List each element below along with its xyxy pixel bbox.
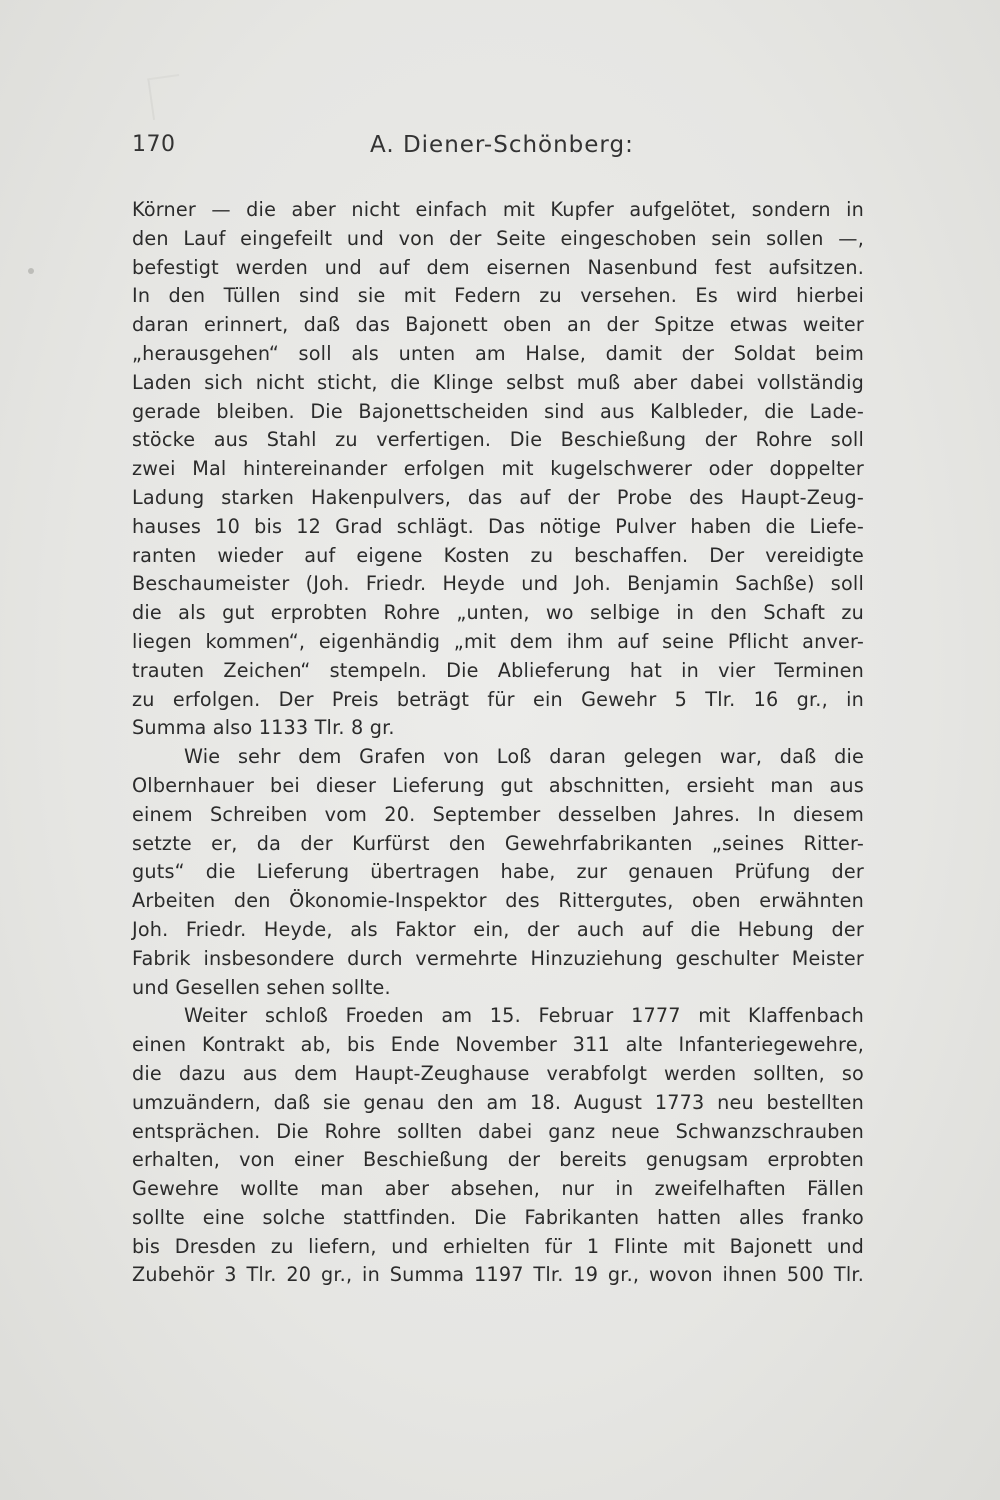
text-line: setzte er, da der Kurfürst den Gewehrfabrikanten „seines Ritter- [132,831,864,855]
text-line: ranten wieder auf eigene Kosten zu beschaffen. Der vereidigte [132,543,864,567]
text-line: Wie sehr dem Grafen von Loß daran gelegen war, daß die [184,745,864,769]
text-line: trauten Zeichen“ stempeln. Die Ablieferung hat in vier Terminen [132,658,864,682]
text-line: Zubehör 3 Tlr. 20 gr., in Summa 1197 Tlr. 19 gr., wovon ihnen 500 Tlr. [132,1263,864,1287]
text-line: Gewehre wollte man aber absehen, nur in zweifelhaften Fällen [132,1177,864,1201]
text-line: den Lauf eingefeilt und von der Seite eingeschoben sein sollen —, [132,226,864,250]
text-line: stöcke aus Stahl zu verfertigen. Die Beschießung der Rohre soll [132,428,864,452]
text-line: zu erfolgen. Der Preis beträgt für ein Gewehr 5 Tlr. 16 gr., in [132,687,864,711]
text-line: liegen kommen“, eigenhändig „mit dem ihm auf seine Pflicht anver- [132,629,864,653]
text-line: Weiter schloß Froeden am 15. Februar 1777 mit Klaffenbach [184,1004,864,1028]
text-line: gerade bleiben. Die Bajonettscheiden sind aus Kalbleder, die Lade- [132,399,864,423]
running-head: A. Diener-Schönberg: [370,132,634,158]
text-line: „herausgehen“ soll als unten am Halse, damit der Soldat beim [132,341,864,365]
text-line: zwei Mal hintereinander erfolgen mit kugelschwerer oder doppelter [132,457,864,481]
text-line: Arbeiten den Ökonomie-Inspektor des Rittergutes, oben erwähnten [132,889,864,913]
text-line: Ladung starken Hakenpulvers, das auf der Probe des Haupt-Zeug- [132,485,864,509]
text-line: Laden sich nicht sticht, die Klinge selbst muß aber dabei vollständig [132,370,864,394]
text-line: einen Kontrakt ab, bis Ende November 311 alte Infanteriegewehre, [132,1033,864,1057]
text-line: einem Schreiben vom 20. September desselben Jahres. In diesem [132,802,864,826]
text-line: daran erinnert, daß das Bajonett oben an der Spitze etwas weiter [132,313,864,337]
text-line: erhalten, von einer Beschießung der bereits genugsam erprobten [132,1148,864,1172]
text-line: die dazu aus dem Haupt-Zeughause verabfolgt werden sollten, so [132,1061,864,1085]
text-line: Fabrik insbesondere durch vermehrte Hinzuziehung geschulter Meister [132,946,864,970]
pencil-mark [147,74,185,120]
paper-smudge [28,268,34,274]
text-line: die als gut erprobten Rohre „unten, wo selbige in den Schaft zu [132,601,864,625]
page-number: 170 [132,132,176,157]
text-line: und Gesellen sehen sollte. [132,975,391,999]
text-line: guts“ die Lieferung übertragen habe, zur genauen Prüfung der [132,860,864,884]
text-line: Olbernhauer bei dieser Lieferung gut abschnitten, ersieht man aus [132,773,864,797]
text-line: entsprächen. Die Rohre sollten dabei ganz neue Schwanzschrauben [132,1119,864,1143]
text-line: hauses 10 bis 12 Grad schlägt. Das nötige Pulver haben die Liefe- [132,514,864,538]
text-line: In den Tüllen sind sie mit Federn zu versehen. Es wird hierbei [132,284,864,308]
page-header [132,128,864,168]
text-line: bis Dresden zu liefern, und erhielten für 1 Flinte mit Bajonett und [132,1234,864,1258]
text-line: sollte eine solche stattfinden. Die Fabrikanten hatten alles franko [132,1205,864,1229]
text-line: Summa also 1133 Tlr. 8 gr. [132,716,395,740]
text-line: Körner — die aber nicht einfach mit Kupfer aufgelötet, sondern in [132,198,864,221]
text-line: befestigt werden und auf dem eisernen Nasenbund fest aufsitzen. [132,255,864,279]
text-line: umzuändern, daß sie genau den am 18. August 1773 neu bestellten [132,1090,864,1114]
text-line: Joh. Friedr. Heyde, als Faktor ein, der auch auf die Hebung der [132,917,864,941]
body-text [132,196,864,1290]
text-line: Beschaumeister (Joh. Friedr. Heyde und Joh. Benjamin Sachße) soll [132,572,864,596]
